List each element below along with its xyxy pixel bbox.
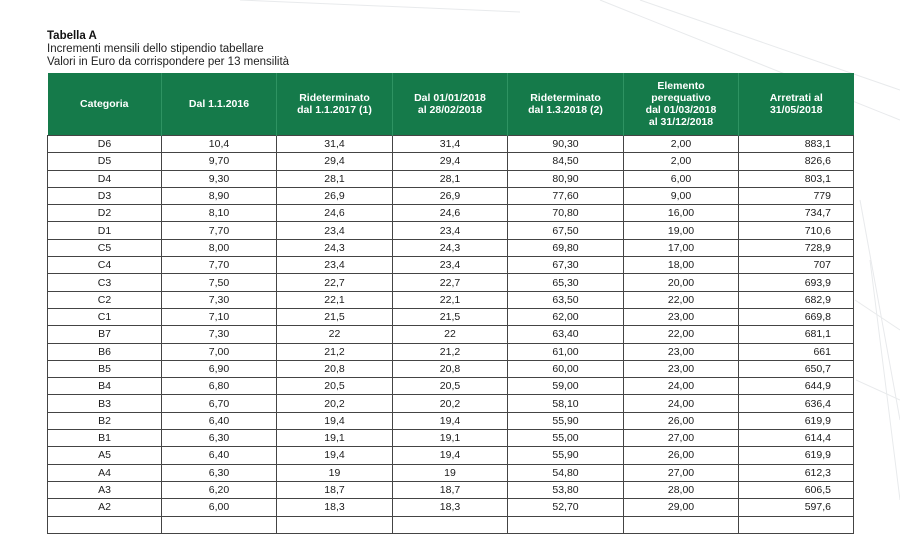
table-row: [48, 239, 854, 256]
column-header: [508, 73, 624, 136]
value-cell: 6,70: [162, 395, 277, 412]
salary-table: [47, 73, 854, 534]
value-cell: 883,1: [739, 136, 854, 153]
value-cell: 826,6: [739, 153, 854, 170]
value-cell: 7,30: [162, 291, 277, 308]
category-cell: B4: [48, 378, 162, 395]
table-row: [48, 447, 854, 464]
category-cell: C2: [48, 291, 162, 308]
value-cell: 63,50: [508, 291, 624, 308]
value-cell: 8,00: [162, 239, 277, 256]
value-cell: [508, 516, 624, 533]
column-header: [624, 73, 739, 136]
column-header-line: dal 1.1.2017 (1): [297, 104, 372, 116]
column-header-line: Dal 1.1.2016: [188, 98, 250, 110]
value-cell: 669,8: [739, 308, 854, 325]
value-cell: 28,00: [624, 481, 739, 498]
value-cell: 69,80: [508, 239, 624, 256]
value-cell: 8,90: [162, 187, 277, 204]
value-cell: 90,30: [508, 136, 624, 153]
value-cell: [393, 516, 508, 533]
value-cell: 6,40: [162, 447, 277, 464]
value-cell: 6,80: [162, 378, 277, 395]
table-row: [48, 464, 854, 481]
column-header: [162, 73, 277, 136]
value-cell: 22,1: [393, 291, 508, 308]
column-header-line: Rideterminato: [299, 92, 370, 104]
category-cell: B7: [48, 326, 162, 343]
value-cell: 31,4: [277, 136, 393, 153]
value-cell: 63,40: [508, 326, 624, 343]
category-cell: A3: [48, 481, 162, 498]
column-header-line: 31/05/2018: [769, 104, 823, 116]
value-cell: 19,4: [393, 412, 508, 429]
value-cell: 65,30: [508, 274, 624, 291]
value-cell: 18,00: [624, 257, 739, 274]
value-cell: 21,5: [393, 308, 508, 325]
value-cell: 2,00: [624, 153, 739, 170]
column-header-line: al 28/02/2018: [417, 104, 483, 116]
value-cell: [162, 516, 277, 533]
column-header-line: dal 1.3.2018 (2): [528, 104, 603, 116]
header-row: [48, 73, 854, 136]
table-row: [48, 481, 854, 498]
value-cell: [739, 516, 854, 533]
value-cell: 23,4: [277, 222, 393, 239]
value-cell: 24,3: [277, 239, 393, 256]
value-cell: 597,6: [739, 499, 854, 516]
value-cell: 728,9: [739, 239, 854, 256]
column-header: [277, 73, 393, 136]
category-cell: D5: [48, 153, 162, 170]
value-cell: 7,10: [162, 308, 277, 325]
value-cell: 29,4: [393, 153, 508, 170]
table-row: [48, 257, 854, 274]
value-cell: 19,00: [624, 222, 739, 239]
value-cell: 23,4: [277, 257, 393, 274]
column-header-line: al 31/12/2018: [648, 116, 714, 128]
value-cell: 803,1: [739, 170, 854, 187]
document-page: [47, 30, 853, 534]
value-cell: 22,00: [624, 326, 739, 343]
value-cell: 67,50: [508, 222, 624, 239]
value-cell: 734,7: [739, 205, 854, 222]
column-header-line: dal 01/03/2018: [645, 104, 717, 116]
category-cell: B5: [48, 360, 162, 377]
value-cell: 6,00: [162, 499, 277, 516]
column-header-line: Arretrati al: [769, 92, 823, 104]
value-cell: 779: [739, 187, 854, 204]
value-cell: 24,6: [393, 205, 508, 222]
value-cell: 9,00: [624, 187, 739, 204]
value-cell: 26,00: [624, 447, 739, 464]
category-cell: [48, 516, 162, 533]
category-cell: B3: [48, 395, 162, 412]
table-row: [48, 153, 854, 170]
table-header: [48, 73, 854, 136]
value-cell: 2,00: [624, 136, 739, 153]
category-cell: B6: [48, 343, 162, 360]
value-cell: 23,4: [393, 222, 508, 239]
value-cell: 52,70: [508, 499, 624, 516]
value-cell: 31,4: [393, 136, 508, 153]
column-header: [739, 73, 854, 136]
value-cell: 18,3: [393, 499, 508, 516]
value-cell: 61,00: [508, 343, 624, 360]
column-header-line: Dal 01/01/2018: [414, 92, 486, 104]
value-cell: 58,10: [508, 395, 624, 412]
value-cell: 18,7: [393, 481, 508, 498]
value-cell: 9,30: [162, 170, 277, 187]
value-cell: 7,30: [162, 326, 277, 343]
column-header-line: Rideterminato: [530, 92, 601, 104]
category-cell: C1: [48, 308, 162, 325]
value-cell: 77,60: [508, 187, 624, 204]
category-cell: D1: [48, 222, 162, 239]
value-cell: 19,4: [277, 412, 393, 429]
category-cell: B1: [48, 430, 162, 447]
table-row: [48, 430, 854, 447]
table-row: [48, 222, 854, 239]
value-cell: 22: [277, 326, 393, 343]
value-cell: 20,5: [277, 378, 393, 395]
value-cell: 19,4: [277, 447, 393, 464]
column-header: [393, 73, 508, 136]
value-cell: 22: [393, 326, 508, 343]
value-cell: 693,9: [739, 274, 854, 291]
table-row: [48, 395, 854, 412]
value-cell: 53,80: [508, 481, 624, 498]
table-subtitle-line2: Valori in Euro da corrispondere per 13 mensilità: [47, 56, 290, 68]
value-cell: [624, 516, 739, 533]
value-cell: 6,20: [162, 481, 277, 498]
value-cell: 62,00: [508, 308, 624, 325]
value-cell: 22,7: [277, 274, 393, 291]
value-cell: 55,90: [508, 447, 624, 464]
table-row: [48, 274, 854, 291]
value-cell: 80,90: [508, 170, 624, 187]
value-cell: 606,5: [739, 481, 854, 498]
table-body: [48, 136, 854, 534]
table-row: [48, 326, 854, 343]
value-cell: 23,00: [624, 343, 739, 360]
value-cell: 18,7: [277, 481, 393, 498]
value-cell: 19,4: [393, 447, 508, 464]
value-cell: 9,70: [162, 153, 277, 170]
value-cell: 20,5: [393, 378, 508, 395]
value-cell: 16,00: [624, 205, 739, 222]
value-cell: 67,30: [508, 257, 624, 274]
category-cell: C5: [48, 239, 162, 256]
category-cell: A5: [48, 447, 162, 464]
table-row: [48, 360, 854, 377]
value-cell: 55,90: [508, 412, 624, 429]
value-cell: 27,00: [624, 430, 739, 447]
value-cell: 24,3: [393, 239, 508, 256]
value-cell: 55,00: [508, 430, 624, 447]
value-cell: 29,00: [624, 499, 739, 516]
value-cell: 7,70: [162, 257, 277, 274]
value-cell: 18,3: [277, 499, 393, 516]
table-row: [48, 516, 854, 533]
value-cell: 60,00: [508, 360, 624, 377]
value-cell: 7,00: [162, 343, 277, 360]
category-cell: D6: [48, 136, 162, 153]
value-cell: 612,3: [739, 464, 854, 481]
value-cell: 20,8: [393, 360, 508, 377]
value-cell: 20,2: [277, 395, 393, 412]
value-cell: 650,7: [739, 360, 854, 377]
value-cell: 29,4: [277, 153, 393, 170]
value-cell: 636,4: [739, 395, 854, 412]
value-cell: 26,9: [393, 187, 508, 204]
category-cell: A4: [48, 464, 162, 481]
value-cell: 661: [739, 343, 854, 360]
column-header-line: perequativo: [651, 92, 711, 104]
value-cell: 24,00: [624, 378, 739, 395]
value-cell: 6,30: [162, 464, 277, 481]
table-row: [48, 170, 854, 187]
value-cell: 619,9: [739, 447, 854, 464]
column-header-line: Elemento: [657, 80, 705, 92]
table-row: [48, 412, 854, 429]
value-cell: 22,1: [277, 291, 393, 308]
value-cell: 27,00: [624, 464, 739, 481]
category-cell: D2: [48, 205, 162, 222]
value-cell: 17,00: [624, 239, 739, 256]
value-cell: 20,8: [277, 360, 393, 377]
value-cell: 644,9: [739, 378, 854, 395]
value-cell: 84,50: [508, 153, 624, 170]
category-cell: C3: [48, 274, 162, 291]
value-cell: 54,80: [508, 464, 624, 481]
value-cell: 10,4: [162, 136, 277, 153]
category-cell: B2: [48, 412, 162, 429]
value-cell: 19,1: [393, 430, 508, 447]
value-cell: 24,00: [624, 395, 739, 412]
table-row: [48, 499, 854, 516]
value-cell: 6,90: [162, 360, 277, 377]
table-subtitle-line1: Incrementi mensili dello stipendio tabellare: [47, 43, 264, 55]
category-cell: C4: [48, 257, 162, 274]
category-cell: D4: [48, 170, 162, 187]
value-cell: 23,00: [624, 308, 739, 325]
value-cell: 20,2: [393, 395, 508, 412]
value-cell: 20,00: [624, 274, 739, 291]
value-cell: [277, 516, 393, 533]
category-cell: D3: [48, 187, 162, 204]
table-row: [48, 187, 854, 204]
table-row: [48, 205, 854, 222]
value-cell: 21,2: [393, 343, 508, 360]
value-cell: 619,9: [739, 412, 854, 429]
value-cell: 26,9: [277, 187, 393, 204]
table-row: [48, 136, 854, 153]
column-header: [48, 73, 162, 136]
table-row: [48, 378, 854, 395]
column-header-line: Categoria: [80, 98, 129, 110]
table-title: Tabella A: [47, 30, 97, 42]
value-cell: 28,1: [277, 170, 393, 187]
value-cell: 23,4: [393, 257, 508, 274]
value-cell: 681,1: [739, 326, 854, 343]
value-cell: 8,10: [162, 205, 277, 222]
value-cell: 6,00: [624, 170, 739, 187]
value-cell: 28,1: [393, 170, 508, 187]
value-cell: 6,40: [162, 412, 277, 429]
value-cell: 24,6: [277, 205, 393, 222]
value-cell: 26,00: [624, 412, 739, 429]
category-cell: A2: [48, 499, 162, 516]
value-cell: 7,70: [162, 222, 277, 239]
value-cell: 22,00: [624, 291, 739, 308]
table-row: [48, 291, 854, 308]
value-cell: 22,7: [393, 274, 508, 291]
value-cell: 682,9: [739, 291, 854, 308]
value-cell: 710,6: [739, 222, 854, 239]
value-cell: 614,4: [739, 430, 854, 447]
value-cell: 19,1: [277, 430, 393, 447]
value-cell: 21,5: [277, 308, 393, 325]
value-cell: 70,80: [508, 205, 624, 222]
table-row: [48, 343, 854, 360]
value-cell: 21,2: [277, 343, 393, 360]
value-cell: 707: [739, 257, 854, 274]
value-cell: 59,00: [508, 378, 624, 395]
value-cell: 7,50: [162, 274, 277, 291]
value-cell: 19: [277, 464, 393, 481]
value-cell: 6,30: [162, 430, 277, 447]
table-row: [48, 308, 854, 325]
value-cell: 23,00: [624, 360, 739, 377]
value-cell: 19: [393, 464, 508, 481]
